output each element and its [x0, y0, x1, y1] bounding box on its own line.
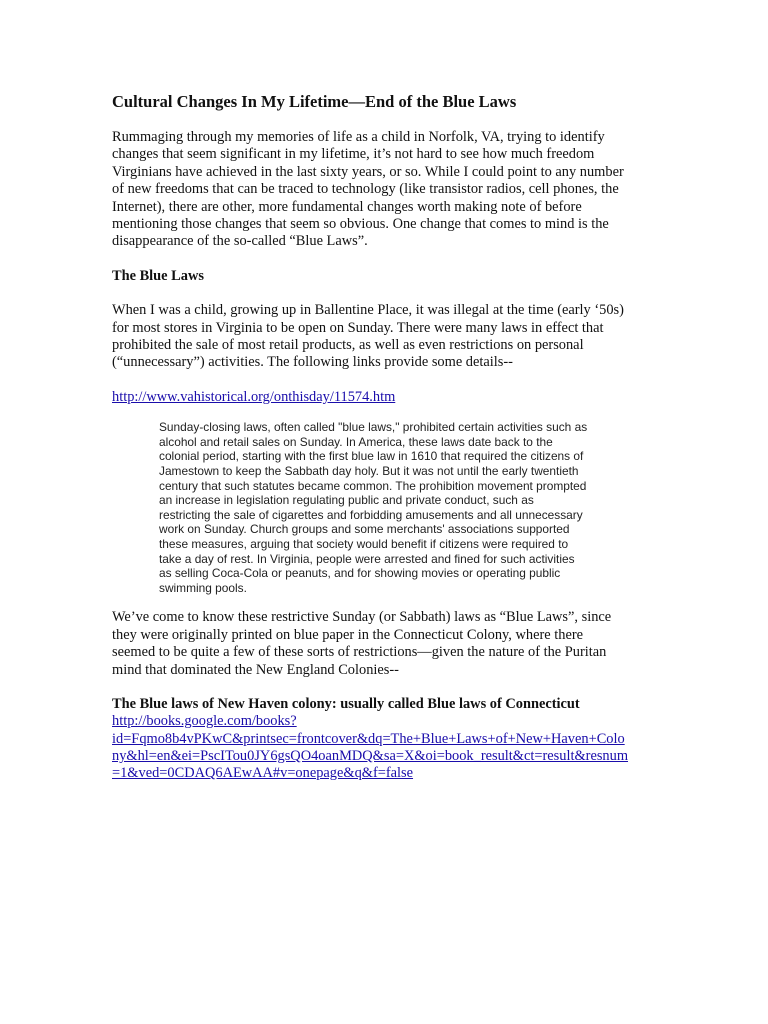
text-line: When I was a child, growing up in Ballentine Place, it was illegal at the time (early ‘50s)	[112, 302, 624, 319]
text-line: (“unnecessary”) activities. The following links provide some details--	[112, 354, 513, 371]
text-line: they were originally printed on blue paper in the Connecticut Colony, where there	[112, 626, 584, 643]
text-line: mentioning those changes that seem so obvious. One change that comes to mind is the	[112, 216, 609, 233]
text-line: We’ve come to know these restrictive Sunday (or Sabbath) laws as “Blue Laws”, since	[112, 609, 612, 626]
vahistorical-link-block	[112, 389, 660, 406]
intro-paragraph	[112, 129, 660, 251]
text-line: for most stores in Virginia to be open on Sunday. There were many laws in effect that	[112, 319, 604, 336]
document-title: Cultural Changes In My Lifetime—End of the Blue Laws	[112, 92, 517, 111]
quote-line: work on Sunday. Church groups and some merchants' associations supported	[159, 522, 570, 537]
google-books-link-block	[112, 713, 660, 782]
google-books-link[interactable]: ny&hl=en&ei=PscITou0JY6gsQO4oanMDQ&sa=X&oi=book_result&ct=result&resnum	[112, 747, 629, 764]
quote-line: alcohol and retail sales on Sunday. In America, these laws date back to the	[159, 434, 553, 449]
quote-line: these measures, arguing that society would benefit if citizens were required to	[159, 537, 569, 552]
text-line: of new freedoms that can be traced to technology (like transistor radios, cell phones, the	[112, 181, 619, 198]
text-line: prohibited the sale of most retail products, as well as even restrictions on personal	[112, 337, 584, 354]
quoted-excerpt	[159, 420, 660, 595]
text-line: mind that dominated the New England Colonies--	[112, 661, 399, 678]
origin-paragraph	[112, 609, 660, 679]
quote-line: colonial period, starting with the first blue law in 1610 that required the citizens of	[159, 449, 584, 464]
quote-line: as selling Coca-Cola or peanuts, and for showing movies or operating public	[159, 566, 561, 581]
section-heading-blue-laws: The Blue Laws	[112, 267, 204, 284]
quote-line: an increase in legislation regulating public and private conduct, such as	[159, 493, 534, 508]
text-line: Internet), there are other, more fundamental changes worth making note of before	[112, 198, 582, 215]
google-books-link[interactable]: id=Fqmo8b4vPKwC&printsec=frontcover&dq=The+Blue+Laws+of+New+Haven+Colo	[112, 730, 625, 747]
text-line: Rummaging through my memories of life as a child in Norfolk, VA, trying to identify	[112, 129, 605, 145]
quote-line: swimming pools.	[159, 580, 247, 595]
quote-line: take a day of rest. In Virginia, people were arrested and fined for such activities	[159, 551, 575, 566]
document-page	[112, 92, 660, 782]
text-line: Virginians have achieved in the last sixty years, or so. While I could point to any number	[112, 163, 624, 180]
google-books-link[interactable]: http://books.google.com/books?	[112, 713, 297, 730]
quote-line: century that such statutes became common. The prohibition movement prompted	[159, 478, 587, 493]
google-books-link[interactable]: =1&ved=0CDAQ6AEwAA#v=onepage&q&f=false	[112, 765, 414, 782]
text-line: disappearance of the so-called “Blue Laws”.	[112, 233, 368, 250]
quote-line: Jamestown to keep the Sabbath day holy. But it was not until the early twentieth	[159, 464, 579, 479]
text-line: seemed to be quite a few of these sorts of restrictions—given the nature of the Puritan	[112, 644, 607, 661]
text-line: changes that seem significant in my lifetime, it’s not hard to see how much freedom	[112, 146, 595, 163]
vahistorical-link[interactable]: http://www.vahistorical.org/onthisday/11574.htm	[112, 388, 396, 405]
quote-line: Sunday-closing laws, often called "blue laws," prohibited certain activities such as	[159, 420, 588, 435]
reference-title: The Blue laws of New Haven colony: usually called Blue laws of Connecticut	[112, 696, 580, 713]
childhood-paragraph	[112, 302, 660, 372]
quote-line: restricting the sale of cigarettes and forbidding amusements and all unnecessary	[159, 507, 583, 522]
